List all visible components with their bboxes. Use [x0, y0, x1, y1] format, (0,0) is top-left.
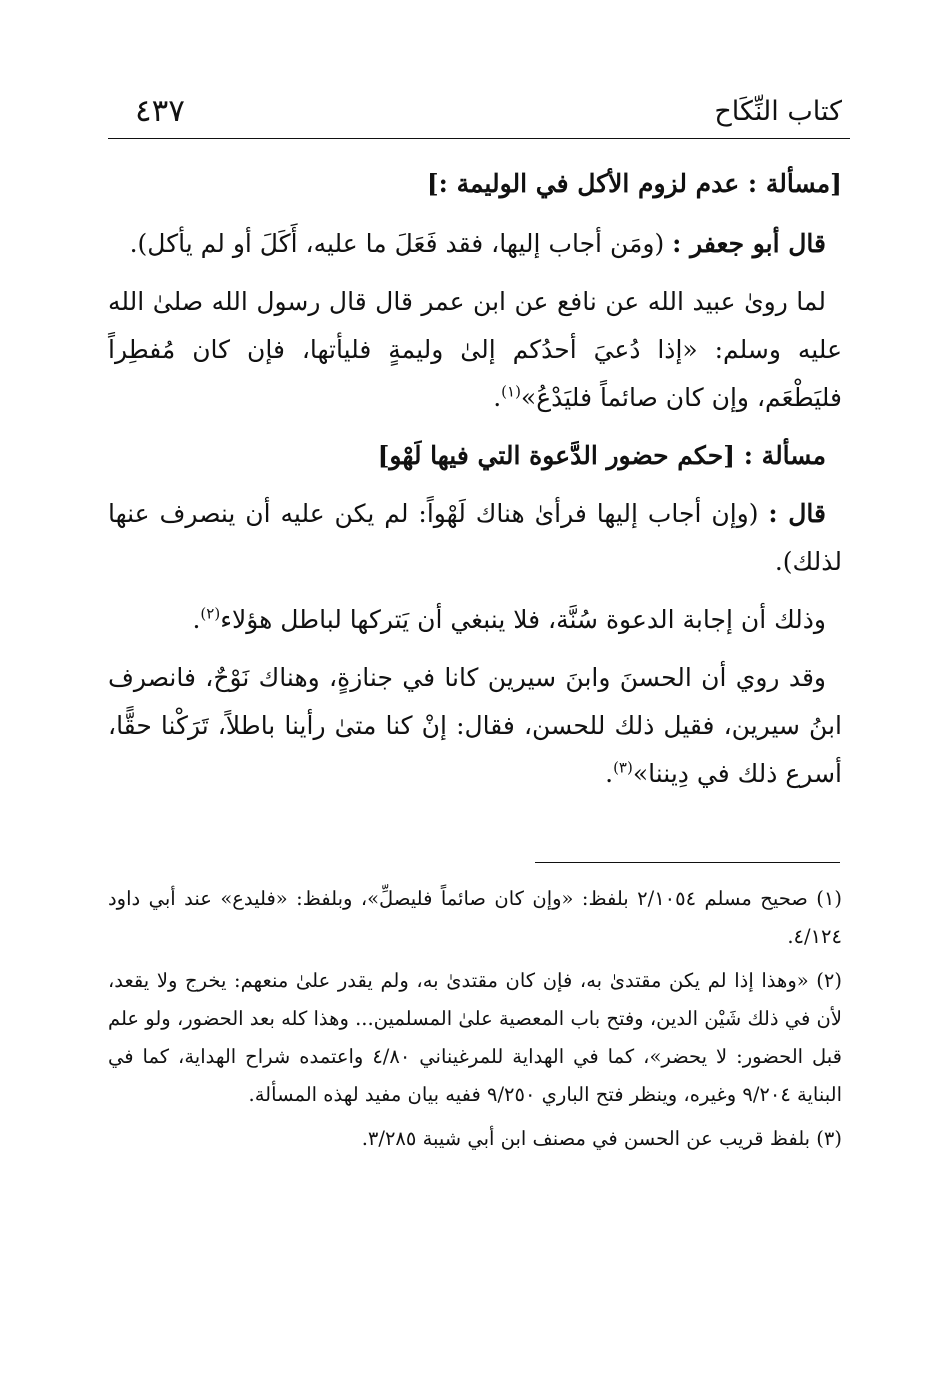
section-heading: [حكم حضور الدَّعوة التي فيها لَهْو]: [377, 441, 744, 470]
paragraph-hadith-ibn-umar: [108, 278, 842, 422]
paragraph-qala: [108, 490, 842, 586]
section-title-entertainment: [108, 432, 842, 480]
footnote-1: (١) صحيح مسلم ٢/١٠٥٤ بلفظ: «وإن كان صائماً فليصلِّ»، وبلفظ: «فليدع» عند أبي داود ٤/١٢٤.: [108, 887, 842, 948]
main-text: [108, 156, 842, 798]
speaker-label: قال :: [768, 499, 826, 528]
footnote-3: (٣) بلفظ قريب عن الحسن في مصنف ابن أبي شيبة ٣/٢٨٥.: [361, 1127, 842, 1150]
paragraph-end: .: [192, 605, 201, 634]
paragraph-abu-jafar: [108, 220, 842, 268]
paragraph-text: وذلك أن إجابة الدعوة سُنَّة، فلا ينبغي أن يَتركها لباطل هؤلاء: [220, 605, 826, 634]
paragraph-end: .: [605, 759, 614, 788]
page-number: ٤٣٧: [135, 93, 185, 129]
paragraph-sunnah: [108, 596, 842, 644]
paragraph-text: وقد روي أن الحسنَ وابنَ سيرين كانا في جنازةٍ، وهناك نَوْحٌ، فانصرف ابنُ سيرين، فقيل ذلك للحسن، فقال: إنْ كنا متىٰ رأينا باطلاً، تَرَكْنا حقًّا، أسرع ذلك في دِيننا»: [108, 663, 842, 788]
footnote-separator: [535, 862, 840, 863]
paragraph-hasan-ibn-sirin: [108, 654, 842, 798]
paragraph-text: لما روىٰ عبيد الله عن نافع عن ابن عمر قال قال رسول الله صلىٰ الله عليه وسلم: «إذا دُعيَ أحدُكم إلىٰ وليمةٍ فليأتها، فإن كان مُفطِراً فليَطْعَم، وإن كان صائماً فليَدْعُ»: [108, 287, 842, 412]
paragraph-text: (وإن أجاب إليها فرأىٰ هناك لَهْواً: لم يكن عليه أن ينصرف عنها لذلك).: [108, 499, 842, 576]
running-header-title: كتاب النِّكَاح: [714, 96, 842, 127]
paragraph-end: .: [493, 383, 502, 412]
speaker-label: قال أبو جعفر :: [672, 229, 826, 258]
footnote-ref-2: (٢): [200, 604, 221, 623]
footnote-2: (٢) «وهذا إذا لم يكن مقتدىٰ به، فإن كان مقتدىٰ به، ولم يقدر علىٰ منعهم: يخرج ولا يقعد، لأن في ذلك شَيْن الدين، وفتح باب المعصية علىٰ المسلمين... وهذا كله بعد الحضور، ولو علم قبل الحضور: لا يحضر»، كما في الهداية للمرغيناني ٤/٨٠ واعتمده شراح الهداية، كما في البناية ٩/٢٠٤ وغيره، وينظر فتح الباري ٩/٢٥٠ ففيه بيان مفيد لهذه المسألة.: [108, 969, 842, 1106]
section-label: مسألة :: [743, 441, 826, 470]
footnote-ref-3: (٣): [613, 758, 633, 777]
section-title-feast-eating: [مسألة : عدم لزوم الأكل في الوليمة :]: [426, 169, 842, 198]
header-rule: [108, 138, 850, 139]
footnote-ref-1: (١): [501, 382, 521, 401]
paragraph-text: (ومَن أجاب إليها، فقد فَعَلَ ما عليه، أَكَلَ أو لم يأكل).: [129, 229, 673, 258]
footnotes: [108, 880, 842, 1164]
